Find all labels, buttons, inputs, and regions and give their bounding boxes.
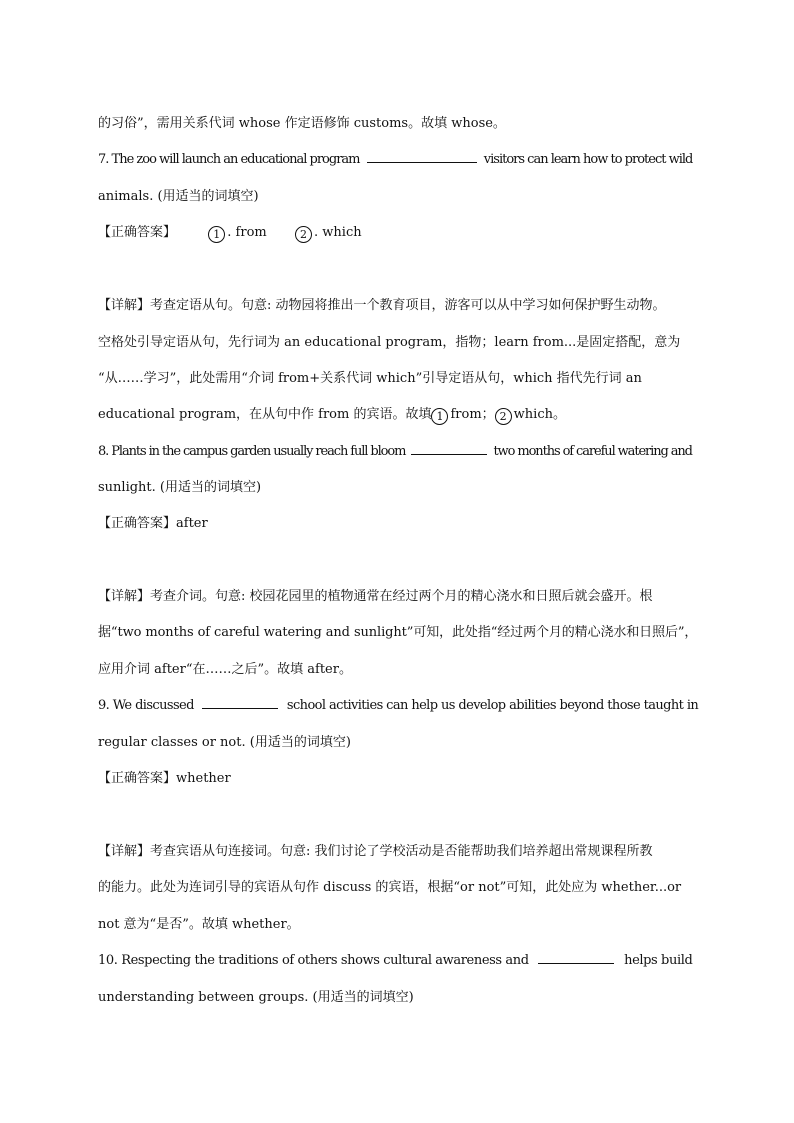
q7-answer-row — [98, 223, 698, 243]
q7-answer-blank[interactable] — [367, 150, 477, 163]
q9-answer-blank[interactable] — [202, 696, 278, 709]
q7-answer-label: 【正确答案】 — [98, 225, 177, 240]
prev-explanation-continuation: 的习俗”，需用关系代词 whose 作定语修饰 customs。故填 whose。 — [98, 116, 506, 131]
q9-detail-line2: 的能力。此处为连词引导的宾语从句作 discuss 的宾语，根据“or not”可知，此处应为 whether...or — [98, 880, 682, 895]
q9-detail-line1: 【详解】考查宾语从句连接词。句意: 我们讨论了学校活动是否能帮助我们培养超出常规课程所教 — [98, 844, 653, 859]
q7-stem-line1 — [98, 150, 698, 170]
circled-number-1: 1 — [431, 408, 448, 425]
circled-number-2: 2 — [295, 226, 312, 243]
q7-stem-line2: animals. (用适当的词填空) — [98, 189, 259, 204]
q7-detail-line4-text: educational program，在从句中作 from 的宾语。故填 — [98, 407, 432, 422]
q8-stem-part2: two months of careful watering and — [493, 444, 692, 459]
q7-detail-line1: 【详解】考查定语从句。句意: 动物园将推出一个教育项目，游客可以从中学习如何保护野生动物。 — [98, 298, 666, 313]
q8-answer-label: 【正确答案】 — [98, 516, 177, 531]
circled-number-2: 2 — [495, 408, 512, 425]
q8-detail-line3: 应用介词 after“在……之后”。故填 after。 — [98, 662, 352, 677]
q7-detail-line3: “从……学习”，此处需用“介词 from+关系代词 which”引导定语从句，which 指代先行词 an — [98, 371, 642, 386]
q8-answer-blank[interactable] — [411, 442, 487, 455]
q7-answer-2: . which — [314, 225, 362, 240]
q7-detail-line4 — [98, 405, 698, 425]
q9-detail-line3: not 意为“是否”。故填 whether。 — [98, 917, 300, 932]
q7-stem-part2: visitors can learn how to protect wild — [483, 152, 693, 167]
q7-detail-which: which。 — [513, 407, 566, 422]
q7-detail-from: from； — [450, 407, 495, 422]
q9-answer: whether — [176, 771, 231, 786]
q8-answer-row — [98, 514, 698, 534]
q8-stem-part1: 8. Plants in the campus garden usually reach full bloom — [98, 444, 406, 459]
q8-answer: after — [176, 516, 208, 531]
q10-stem-line2: understanding between groups. (用适当的词填空) — [98, 990, 414, 1005]
q9-stem-part1: 9. We discussed — [98, 698, 194, 713]
q9-answer-label: 【正确答案】 — [98, 771, 177, 786]
circled-number-1: 1 — [208, 226, 225, 243]
q8-detail-line2: 据“two months of careful watering and sunlight”可知，此处指“经过两个月的精心浇水和日照后”， — [98, 625, 698, 640]
q8-stem-line1 — [98, 442, 698, 462]
q9-stem-line2: regular classes or not. (用适当的词填空) — [98, 735, 351, 750]
q7-detail-line2: 空格处引导定语从句，先行词为 an educational program，指物；learn from...是固定搭配，意为 — [98, 335, 681, 350]
q10-stem-line1 — [98, 951, 698, 971]
q10-stem-part1: 10. Respecting the traditions of others shows cultural awareness and — [98, 953, 529, 968]
q9-answer-row — [98, 769, 698, 789]
q9-stem-part2: school activities can help us develop abilities beyond those taught in — [286, 698, 699, 713]
q10-answer-blank[interactable] — [538, 951, 614, 964]
q9-stem-line1 — [98, 696, 698, 716]
q10-stem-part2: helps build — [624, 953, 693, 968]
q8-stem-line2: sunlight. (用适当的词填空) — [98, 480, 262, 495]
q7-answer-1: . from — [227, 225, 267, 240]
q7-stem-part1: 7. The zoo will launch an educational program — [98, 152, 360, 167]
q8-detail-line1: 【详解】考查介词。句意: 校园花园里的植物通常在经过两个月的精心浇水和日照后就会盛开。根 — [98, 589, 653, 604]
